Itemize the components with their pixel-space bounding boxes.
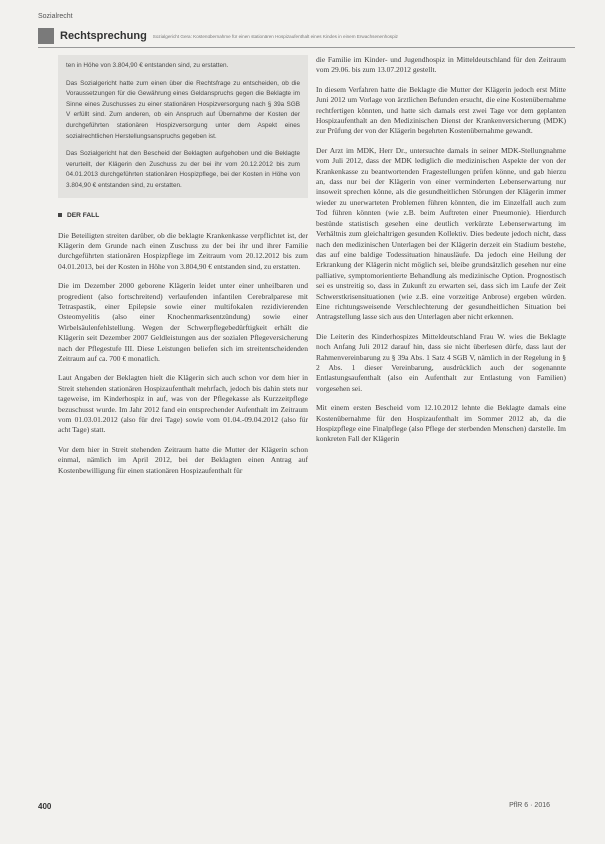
summary-paragraph: ten in Höhe von 3.804,90 € entstanden sind, zu erstatten. <box>66 62 229 69</box>
header-marker-block <box>38 28 54 44</box>
running-header <box>38 28 575 44</box>
left-column <box>58 55 308 485</box>
body-paragraph: Die Leiterin des Kinderhospizes Mitteldeutschland Frau W. wies die Beklagte noch Anfang Juli 2012 darauf hin, dass sie nicht überlesen dürfe, dass laut der Rahmenvereinbarung zu § 39a Abs. 1 Satz 4 SGB V, nämlich in der Regelung in § 2 Abs. 1 dieser Vereinbarung, ausdrücklich auch der sogenannte Entlastungsaufenthalt (also ein Aufenthalt zur Entlastung von Familien) vorgesehen sei. <box>316 331 566 393</box>
section-heading <box>58 212 308 219</box>
body-paragraph: Der Arzt im MDK, Herr Dr., untersuchte damals in seiner MDK-Stellungnahme vom Juli 2012, dass der MDK lediglich die medizinischen Aspekte der von der Krankenkasse zu beantwortenden Fragestellungen prüfen könne, und gab hierzu an, dass nur bei der Klägerin von einer verminderten Lebenserwartung nur insoweit sprechen könne, als die gesundheitlichen Störungen der Klägerin immer wieder zu unerwarteten Problemen führen könnten, die im Einzelfall auch zum Tod führen könnten (wie z.B. beim Auftreten einer Pneumonie). Hierdurch bestünde statistisch gesehen eine deutlich verkürzte Lebenserwartung im Verhältnis zum gleichaltrigen gesunden Kollektiv. Dies bedeute jedoch nicht, dass nach den medizinischen Unterlagen bei der Klägerin derzeit ein Stadium bestehe, das auf eine baldige Todessituation hinausläufe. Da jedoch eine Heilung der Erkrankung der Klägerin nicht möglich sei, bleibe grundsätzlich gesehen nur eine palliative, symptomorientierte Behandlung als medizinische Option. Prognostisch sei es unstreitig so, dass in Zukunft zu erwarten sei, dass sich im Laufe der Zeit Schwerstkrisensituationen (wie z.B. eine vorzeitige Anbrose) ergeben würden. Eine richtungsweisende Verschlechterung der gesundheitlichen Situation bei Antragstellung lasse sich aus den Unterlagen aber nicht erkennen. <box>316 145 566 322</box>
header-divider <box>38 47 575 48</box>
journal-reference: PflR 6 · 2016 <box>509 802 550 809</box>
header-title: Rechtsprechung <box>60 30 147 42</box>
body-paragraph: In diesem Verfahren hatte die Beklagte die Mutter der Klägerin jedoch erst Mitte Juni 2012 um Vorlage von ärztlichen Befunden ersucht, die eine Kostenübernahme rechtfertigen könnten, und hatte sich damals erst zwei Tage vor dem geplanten Hospizaufenthalt an den Medizinischen Dienst der Krankenversicherung (MDK) zur Prüfung der von der Klägerin begehrten Kostenübernahme gewandt. <box>316 84 566 136</box>
body-paragraph: Die im Dezember 2000 geborene Klägerin leidet unter einer unheilbaren und progredient (also fortschreitend) verlaufenden infantilen Cerebralparese mit Tetraspastik, einer Epilepsie sowie einer multifokalen rezidivierenden Osteomyelitis (also einer Knochenmarksentzündung) sowie einer Wirbelsäulenfehlstellung. Wegen der Schwerpflegebedürftigkeit erhält die Klägerin seit Dezember 2007 Geldleistungen aus der sozialen Pflegeversicherung nach der Pflegestufe III. Diese Leistungen beliefen sich im streitentscheidenden Zeitraum auf ca. 700 € monatlich. <box>58 281 308 363</box>
summary-paragraph: Das Sozialgericht hat den Bescheid der Beklagten aufgehoben und die Beklagte verurteilt, der Klägerin den Zuschuss zu der bei ihr vom 20.12.2012 bis zum 04.01.2013 durchgeführten stationären Hospizpflege, bei der Kosten in Höhe von 3.804,90 € entstanden sind, zu erstatten. <box>66 150 300 189</box>
body-paragraph: Laut Angaben der Beklagten hielt die Klägerin sich auch schon vor dem hier in Streit stehenden stationären Hospizaufenthalt mehrfach, jedoch bis dahin stets nur tageweise, im Kinderhospiz in auf, was von der Pflegekasse als Kurzzeitpflege bezuschusst wurde. Im Jahr 2012 fand ein entsprechender Aufenthalt im Zeitraum vom 01.03.01.2012 (also für drei Tage) sowie vom 01.04.-09.04.2012 (also für acht Tage) statt. <box>58 373 308 435</box>
body-paragraph: Mit einem ersten Bescheid vom 12.10.2012 lehnte die Beklagte damals eine Kostenübernahme für den Hospizaufenthalt im Sommer 2012 ab, da die Hospizpflege eine Finalpflege (also Pflege der sterbenden Menschen) darstelle. Im konkreten Fall der Klägerin <box>316 403 566 444</box>
body-paragraph: Die Beteiligten streiten darüber, ob die beklagte Krankenkasse verpflichtet ist, der Klägerin dem Grunde nach einen Zuschuss zu der bei ihr und ihrer Familie durchgeführten stationären Hospizpflege im Zeitraum vom 20.12.2012 bis zum 04.01.2013, bei der Kosten in Höhe von 3.804,90 € entstanden sind, zu erstatten. <box>58 230 308 271</box>
body-paragraph: Vor dem hier in Streit stehenden Zeitraum hatte die Mutter der Klägerin schon einmal, nämlich im April 2012, bei der Beklagten einen Antrag auf Kostenbewilligung für einen stationären Hospizaufenthalt für <box>58 444 308 475</box>
body-paragraph: die Familie im Kinder- und Jugendhospiz in Mitteldeutschland für den Zeitraum vom 29.06. bis zum 13.07.2012 gestellt. <box>316 55 566 75</box>
square-bullet-icon <box>58 213 62 217</box>
summary-paragraph: Das Sozialgericht hatte zum einen über die Rechtsfrage zu entscheiden, ob die Voraussetzungen für die Gewährung eines Geldanspruchs gegen die Beklagte im Sinne eines Zuschusses zu einer stationären Hospizversorgung nach § 39a SGB V erfüllt sind. Zum anderen, ob ein Anspruch auf Übernahme der Kosten der durchgeführten stationären Hospizversorgung unter dem Aspekt eines sozialrechtlichen Herstellungsanspruchs gegeben ist. <box>66 79 300 140</box>
page-number: 400 <box>38 802 52 811</box>
header-subtitle: Sozialgericht Gera: Kostenübernahme für einen stationären Hospizaufenthalt eines Kindes in einem Erwachsenenhospiz <box>152 33 398 39</box>
right-column <box>316 55 566 454</box>
section-label: Sozialrecht <box>38 13 73 20</box>
summary-box <box>58 55 308 198</box>
section-heading-text: DER FALL <box>67 211 100 219</box>
